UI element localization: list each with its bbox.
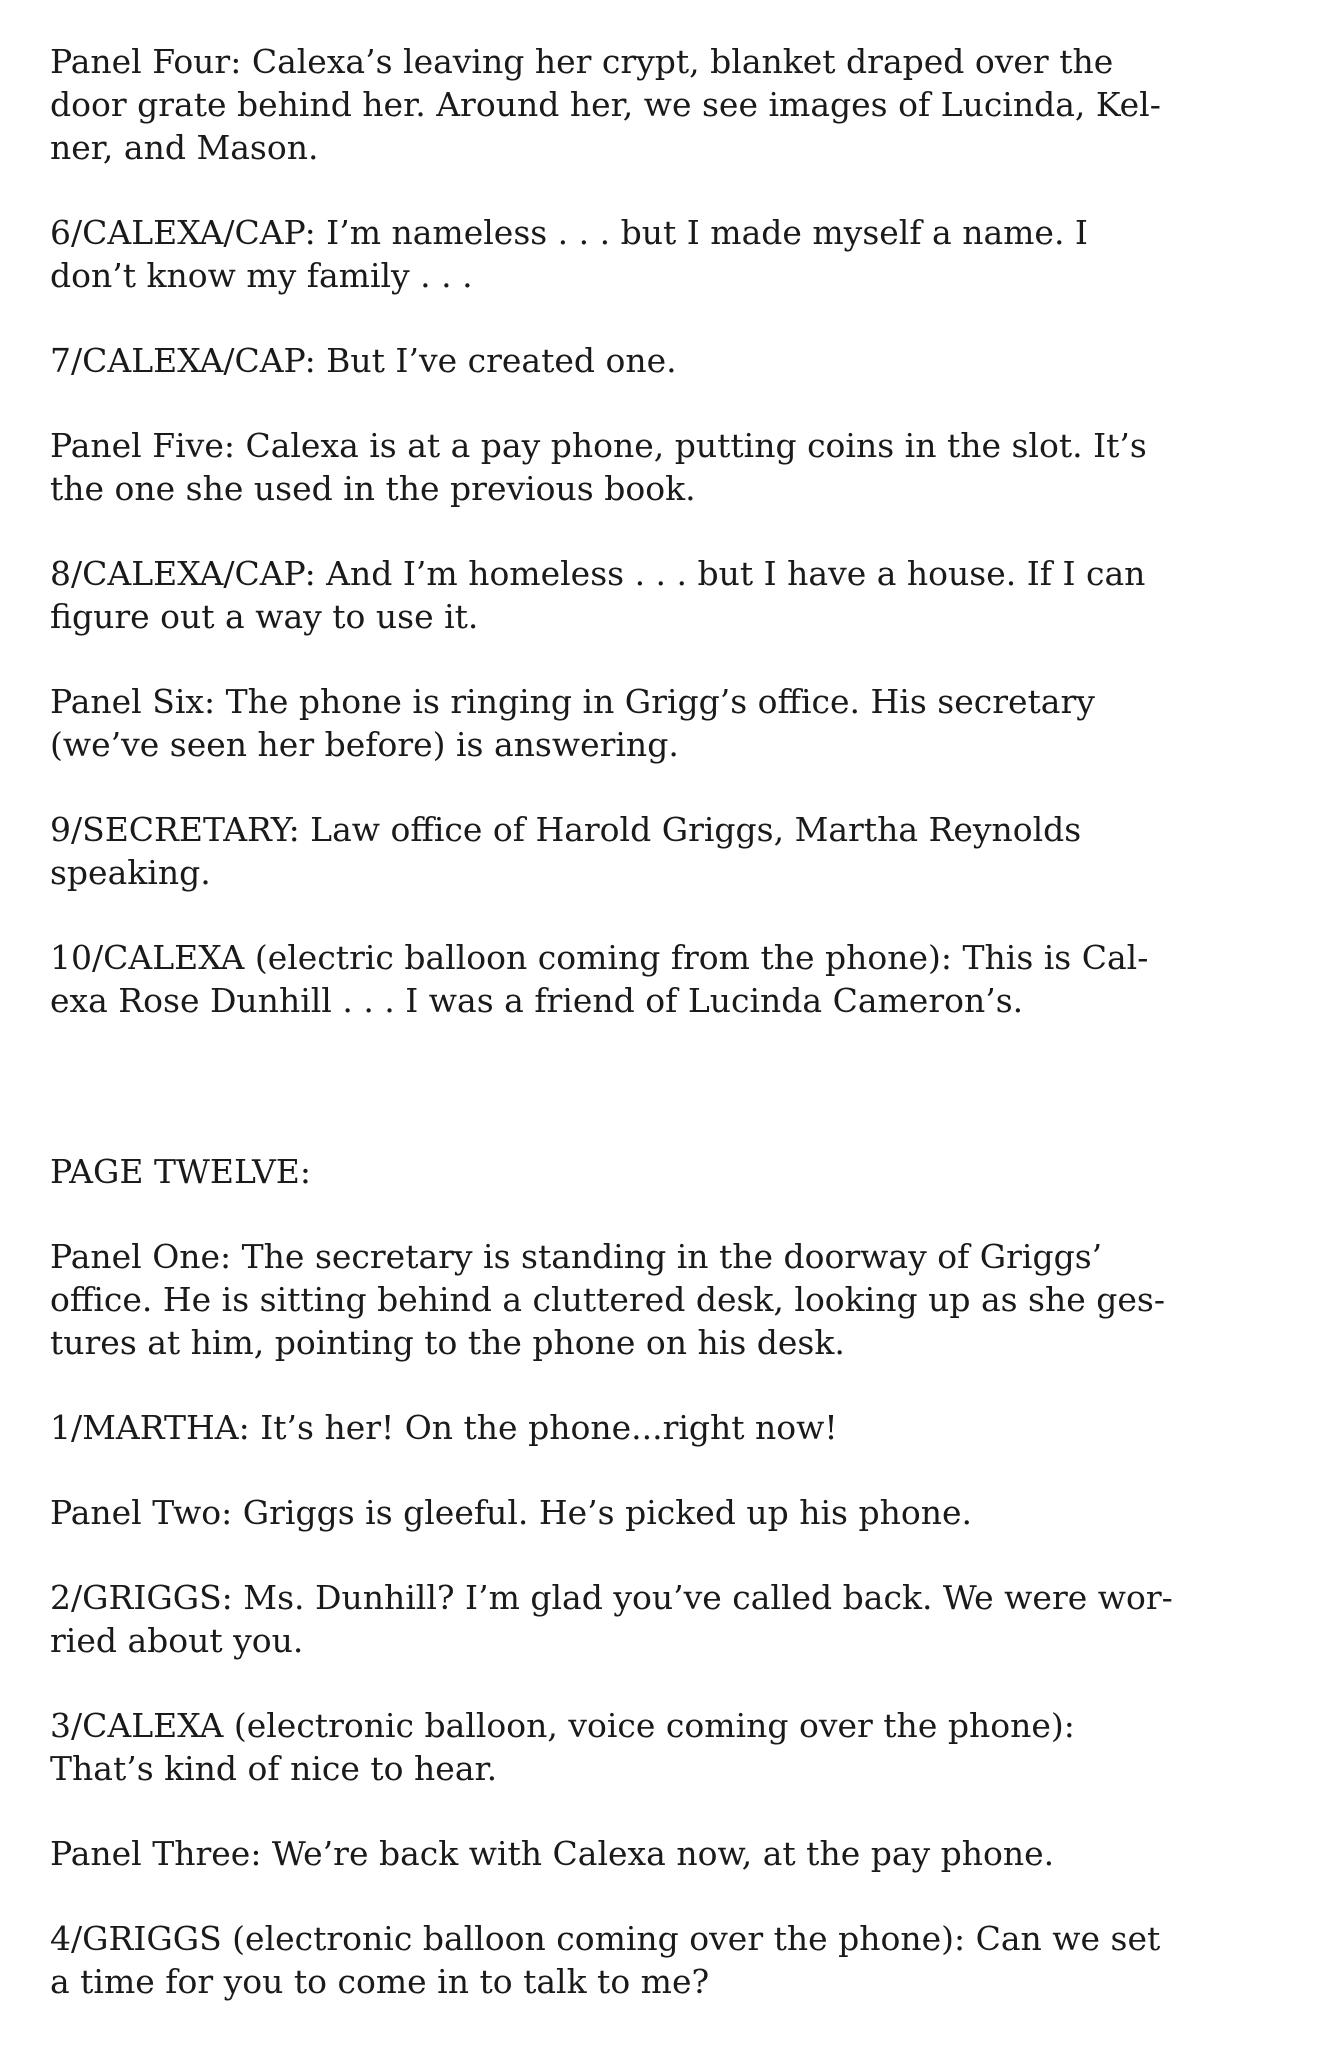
panel-one-description: Panel One: The secretary is standing in the doorway of Griggs’ office. He is sitting behind a cluttered desk, looking up as she ges-tures at him, pointing to the phone on his desk. [50, 1237, 1166, 1362]
dialogue-6-calexa-cap: 6/CALEXA/CAP: I’m nameless . . . but I made myself a name. I don’t know my family . . . [50, 213, 1088, 295]
dialogue-4-griggs: 4/GRIGGS (electronic balloon coming over the phone): Can we set a time for you to come in to talk to me? [50, 1919, 1161, 2001]
panel-three-description: Panel Three: We’re back with Calexa now, at the pay phone. [50, 1834, 1055, 1873]
dialogue-10-calexa: 10/CALEXA (electric balloon coming from the phone): This is Cal-exa Rose Dunhill . . . I was a friend of Lucinda Cameron’s. [50, 938, 1149, 1020]
dialogue-1-martha: 1/MARTHA: It’s her! On the phone...right now! [50, 1408, 838, 1447]
dialogue-9-secretary: 9/SECRETARY: Law office of Harold Griggs, Martha Reynolds speaking. [50, 810, 1082, 892]
dialogue-3-calexa: 3/CALEXA (electronic balloon, voice coming over the phone): That’s kind of nice to hear. [50, 1706, 1075, 1788]
dialogue-8-calexa-cap: 8/CALEXA/CAP: And I’m homeless . . . but I have a house. If I can figure out a way to use it. [50, 554, 1146, 636]
dialogue-2-griggs: 2/GRIGGS: Ms. Dunhill? I’m glad you’ve called back. We were wor-ried about you. [50, 1578, 1173, 1660]
script-page [50, 40, 1180, 2045]
panel-four-description: Panel Four: Calexa’s leaving her crypt, blanket draped over the door grate behind her. Around her, we see images of Lucinda, Kel-ner, and Mason. [50, 42, 1161, 167]
panel-six-description: Panel Six: The phone is ringing in Grigg’s office. His secretary (we’ve seen her before) is answering. [50, 682, 1095, 764]
page-heading: PAGE TWELVE: [50, 1152, 312, 1191]
dialogue-7-calexa-cap: 7/CALEXA/CAP: But I’ve created one. [50, 341, 677, 380]
panel-two-description: Panel Two: Griggs is gleeful. He’s picked up his phone. [50, 1493, 973, 1532]
panel-five-description: Panel Five: Calexa is at a pay phone, putting coins in the slot. It’s the one she used in the previous book. [50, 426, 1147, 508]
